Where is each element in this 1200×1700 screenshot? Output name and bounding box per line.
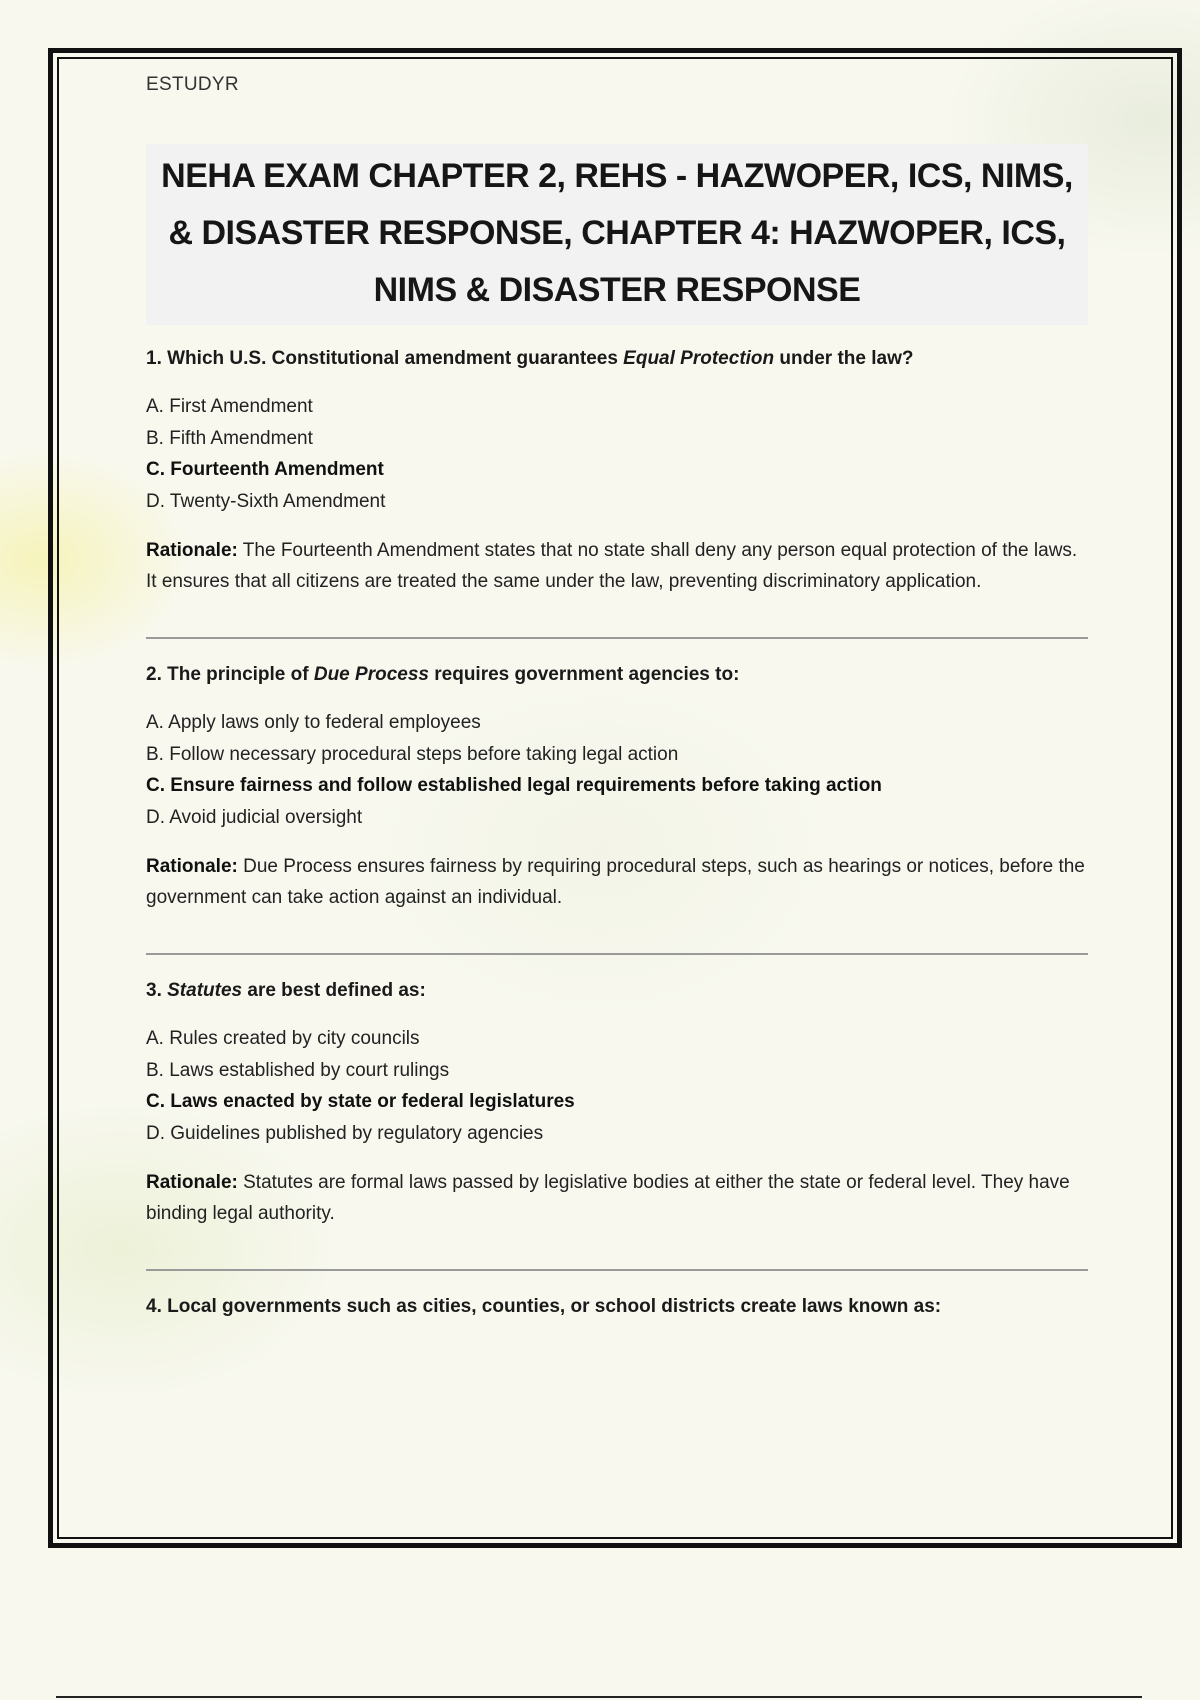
question-3-prefix: 3. (146, 980, 168, 1001)
question-1 (146, 347, 1088, 597)
question-1-option-a: A. First Amendment (146, 396, 313, 417)
question-3 (146, 979, 1088, 1229)
question-1-suffix: under the law? (774, 348, 914, 369)
question-1-option-c-correct: C. Fourteenth Amendment (146, 459, 384, 480)
question-2-option-b: B. Follow necessary procedural steps before taking legal action (146, 743, 679, 765)
question-1-option-d: D. Twenty-Sixth Amendment (146, 490, 386, 512)
question-3-suffix: are best defined as: (242, 980, 426, 1001)
rationale-label: Rationale: (146, 856, 238, 877)
question-1-text (146, 347, 1088, 371)
question-3-option-d: D. Guidelines published by regulatory agencies (146, 1122, 544, 1144)
question-2-suffix: requires government agencies to: (428, 664, 740, 685)
question-3-rationale-text: Statutes are formal laws passed by legislative bodies at either the state or federal level. They have binding legal authority. (146, 1172, 1070, 1224)
question-3-option-c-correct: C. Laws enacted by state or federal legislatures (146, 1091, 575, 1112)
question-1-option-b: B. Fifth Amendment (146, 427, 313, 449)
question-2-option-c-correct: C. Ensure fairness and follow established legal requirements before taking action (146, 775, 882, 796)
question-1-rationale (146, 535, 1088, 597)
question-2-rationale (146, 851, 1088, 913)
brand-label: ESTUDYR (146, 74, 239, 95)
question-2-prefix: 2. The principle of (146, 664, 314, 685)
page-bottom-rule (56, 1696, 1142, 1698)
question-3-option-a: A. Rules created by city councils (146, 1028, 420, 1049)
question-2-emphasis: Due Process (313, 664, 429, 685)
question-3-text (146, 979, 1088, 1003)
question-divider (146, 1269, 1088, 1271)
question-2 (146, 663, 1088, 913)
question-3-rationale (146, 1167, 1088, 1229)
question-2-text (146, 663, 1088, 687)
question-2-rationale-text: Due Process ensures fairness by requiring procedural steps, such as hearings or notices, before the government can take action against an individual. (146, 856, 1085, 908)
rationale-label: Rationale: (146, 540, 238, 561)
rationale-label: Rationale: (146, 1172, 238, 1193)
question-divider (146, 637, 1088, 639)
question-3-option-b: B. Laws established by court rulings (146, 1059, 450, 1081)
question-1-rationale-text: The Fourteenth Amendment states that no state shall deny any person equal protection of the laws. It ensures that all citizens are treated the same under the law, preventing discriminatory application. (146, 540, 1078, 592)
document-content (146, 60, 1088, 1339)
question-2-option-a: A. Apply laws only to federal employees (146, 712, 481, 733)
question-4 (146, 1295, 1088, 1319)
question-1-prefix: 1. Which U.S. Constitutional amendment guarantees (146, 348, 624, 369)
question-4-text: 4. Local governments such as cities, counties, or school districts create laws known as: (146, 1296, 942, 1317)
question-3-emphasis: Statutes (167, 980, 243, 1001)
question-2-option-d: D. Avoid judicial oversight (146, 806, 363, 828)
document-title: NEHA EXAM CHAPTER 2, REHS - HAZWOPER, ICS, NIMS, & DISASTER RESPONSE, CHAPTER 4: HAZWOPER, ICS, NIMS & DISASTER RESPONSE (146, 144, 1088, 325)
question-divider (146, 953, 1088, 955)
question-1-emphasis: Equal Protection (623, 348, 775, 369)
